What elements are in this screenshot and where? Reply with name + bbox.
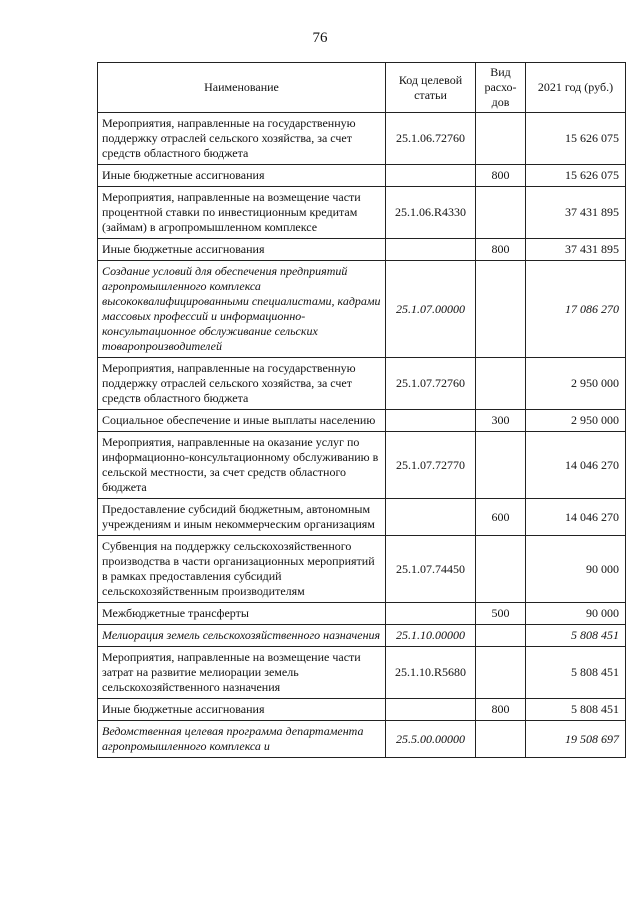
cell-name: Предоставление субсидий бюджетным, автономным учреждениям и иным некоммерческим организациям — [98, 499, 386, 536]
cell-code: 25.1.10.00000 — [386, 625, 476, 647]
cell-name: Мероприятия, направленные на государственную поддержку отраслей сельского хозяйства, за счет средств областного бюджета — [98, 113, 386, 165]
table-row — [98, 499, 626, 536]
cell-name: Межбюджетные трансферты — [98, 603, 386, 625]
cell-kind — [476, 113, 526, 165]
cell-code — [386, 239, 476, 261]
cell-amount: 14 046 270 — [526, 432, 626, 499]
cell-kind — [476, 625, 526, 647]
cell-name: Создание условий для обеспечения предприятий агропромышленного комплекса высококвалифицированными специалистами, кадрами массовых профессий и информационно-консультационное обслуживание сельских товаропроизводителей — [98, 261, 386, 358]
cell-code — [386, 410, 476, 432]
cell-kind: 800 — [476, 239, 526, 261]
cell-code — [386, 699, 476, 721]
cell-amount: 5 808 451 — [526, 699, 626, 721]
table-row — [98, 187, 626, 239]
table-row — [98, 721, 626, 758]
cell-amount: 17 086 270 — [526, 261, 626, 358]
table-row — [98, 165, 626, 187]
cell-amount: 90 000 — [526, 536, 626, 603]
cell-code — [386, 603, 476, 625]
cell-amount: 5 808 451 — [526, 625, 626, 647]
cell-kind: 800 — [476, 699, 526, 721]
cell-kind: 600 — [476, 499, 526, 536]
cell-name: Социальное обеспечение и иные выплаты населению — [98, 410, 386, 432]
cell-name: Иные бюджетные ассигнования — [98, 165, 386, 187]
table-row — [98, 239, 626, 261]
cell-code: 25.1.07.74450 — [386, 536, 476, 603]
table-row — [98, 699, 626, 721]
cell-name: Субвенция на поддержку сельскохозяйственного производства в части организационных мероприятий в рамках предоставления субсидий сельскохозяйственным производителям — [98, 536, 386, 603]
header-amount: 2021 год (руб.) — [526, 63, 626, 113]
table-row — [98, 410, 626, 432]
cell-kind — [476, 647, 526, 699]
table-header-row — [98, 63, 626, 113]
table-body — [98, 113, 626, 758]
cell-code: 25.1.07.72760 — [386, 358, 476, 410]
table-row — [98, 536, 626, 603]
cell-amount: 15 626 075 — [526, 113, 626, 165]
cell-kind — [476, 261, 526, 358]
cell-amount: 90 000 — [526, 603, 626, 625]
cell-code: 25.1.10.R5680 — [386, 647, 476, 699]
cell-name: Мероприятия, направленные на оказание услуг по информационно-консультационному обслуживанию в сельской местности, за счет средств областного бюджета — [98, 432, 386, 499]
cell-name: Мероприятия, направленные на возмещение части затрат на развитие мелиорации земель сельскохозяйственного назначения — [98, 647, 386, 699]
cell-amount: 37 431 895 — [526, 239, 626, 261]
cell-kind — [476, 721, 526, 758]
page-number: 76 — [312, 30, 328, 46]
header-kind: Вид расхо-дов — [476, 63, 526, 113]
cell-amount: 14 046 270 — [526, 499, 626, 536]
cell-name: Мероприятия, направленные на государственную поддержку отраслей сельского хозяйства, за счет средств областного бюджета — [98, 358, 386, 410]
header-code: Код целевой статьи — [386, 63, 476, 113]
table-row — [98, 358, 626, 410]
table-row — [98, 603, 626, 625]
cell-code: 25.1.06.72760 — [386, 113, 476, 165]
header-name: Наименование — [98, 63, 386, 113]
table-row — [98, 647, 626, 699]
table-row — [98, 261, 626, 358]
cell-kind — [476, 187, 526, 239]
cell-kind: 300 — [476, 410, 526, 432]
cell-code: 25.1.07.72770 — [386, 432, 476, 499]
cell-kind: 500 — [476, 603, 526, 625]
cell-name: Мероприятия, направленные на возмещение части процентной ставки по инвестиционным кредитам (займам) в агропромышленном комплексе — [98, 187, 386, 239]
cell-kind — [476, 358, 526, 410]
cell-amount: 19 508 697 — [526, 721, 626, 758]
cell-name: Иные бюджетные ассигнования — [98, 699, 386, 721]
cell-amount: 37 431 895 — [526, 187, 626, 239]
cell-kind: 800 — [476, 165, 526, 187]
cell-amount: 15 626 075 — [526, 165, 626, 187]
cell-amount: 2 950 000 — [526, 410, 626, 432]
cell-code: 25.1.07.00000 — [386, 261, 476, 358]
table-row — [98, 113, 626, 165]
cell-name: Иные бюджетные ассигнования — [98, 239, 386, 261]
cell-amount: 5 808 451 — [526, 647, 626, 699]
table-row — [98, 432, 626, 499]
cell-code — [386, 499, 476, 536]
cell-code — [386, 165, 476, 187]
table-row — [98, 625, 626, 647]
budget-table — [97, 62, 626, 758]
cell-kind — [476, 432, 526, 499]
cell-name: Ведомственная целевая программа департамента агропромышленного комплекса и — [98, 721, 386, 758]
cell-kind — [476, 536, 526, 603]
cell-code: 25.1.06.R4330 — [386, 187, 476, 239]
cell-amount: 2 950 000 — [526, 358, 626, 410]
cell-name: Мелиорация земель сельскохозяйственного назначения — [98, 625, 386, 647]
cell-code: 25.5.00.00000 — [386, 721, 476, 758]
